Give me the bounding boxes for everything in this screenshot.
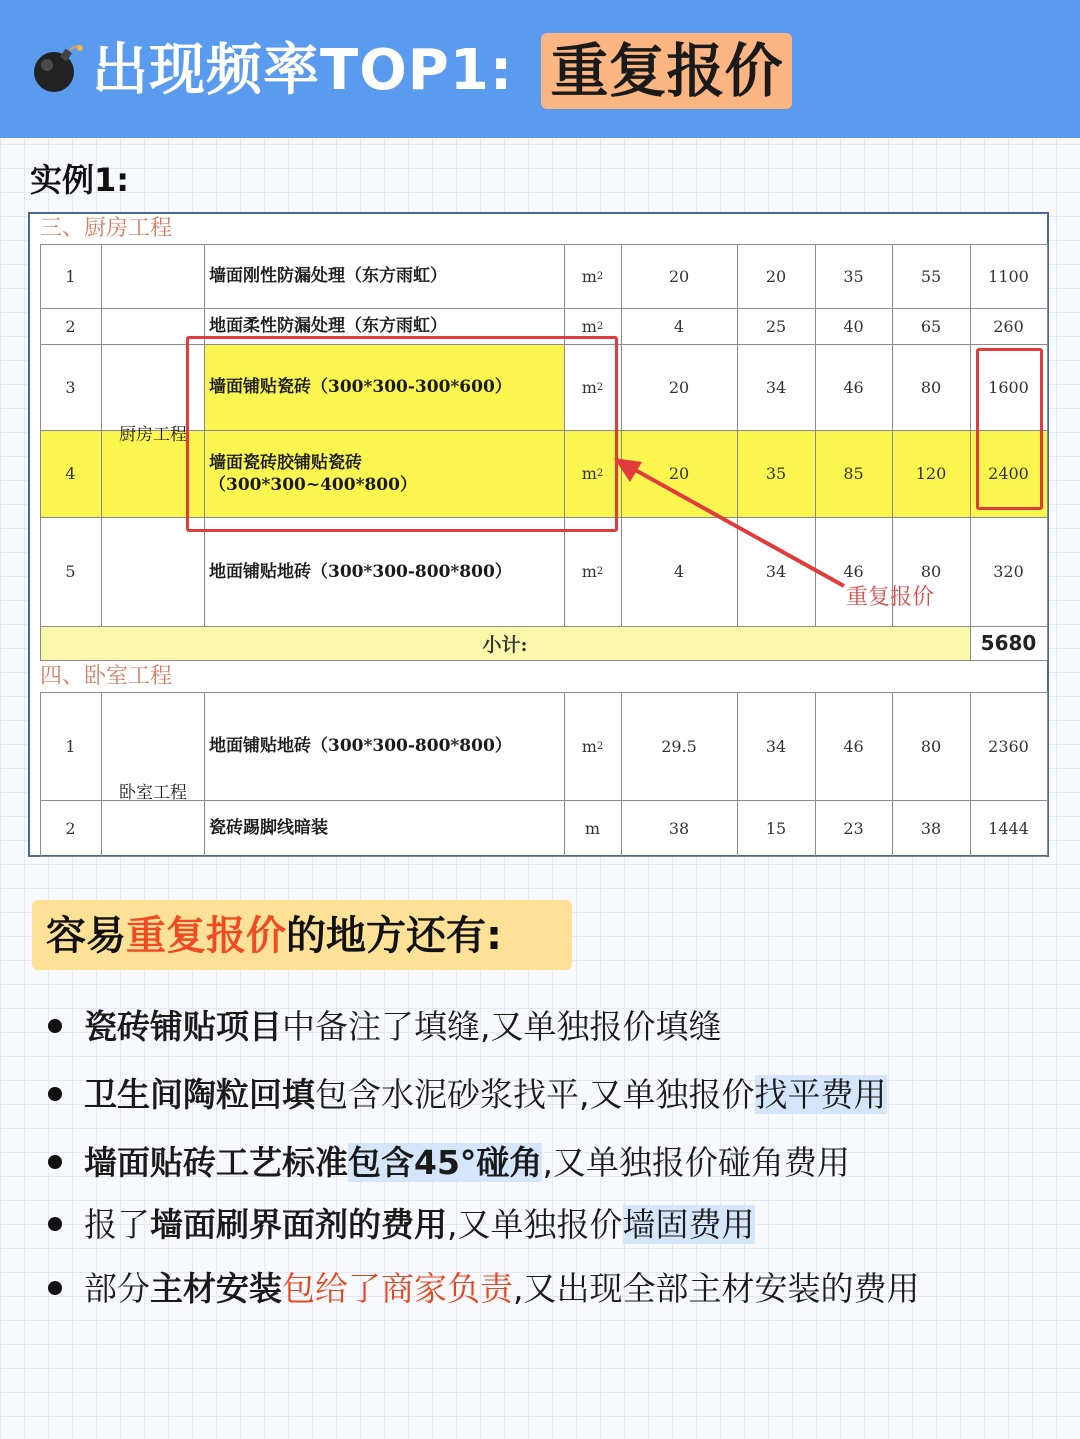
bullet-icon [48,1281,62,1295]
k-row4-name-line1: 墙面瓷砖胶铺贴瓷砖 [209,452,362,473]
k-row2-no: 2 [65,316,76,336]
tip-item-text: 中备注了填缝,又单独报价填缝 [282,1007,722,1046]
unit-sup: 2 [596,381,604,393]
tip-item-text: ,又单独报价碰角费用 [542,1143,850,1182]
k-row4-p3: 120 [915,464,947,483]
b-row2-name: 瓷砖踢脚线暗装 [209,818,328,838]
unit-text: m [581,266,597,286]
tip-item-4 [48,1198,755,1252]
k-row1-qty: 20 [668,266,690,286]
k-row1-total: 1100 [988,266,1029,286]
k-row3-p2: 46 [843,377,864,397]
duplicate-totals-box [976,348,1043,510]
b-row1-p1: 34 [765,736,787,756]
k-row1-p3: 55 [920,266,942,286]
tip-item-text: 墙面贴砖工艺标准 [84,1143,348,1182]
k-row4-no: 4 [65,464,76,483]
tip-item-text: 包给了商家负责 [282,1269,513,1308]
b-row1-qty: 29.5 [661,736,697,756]
banner-title: 出现频率TOP1: [92,38,514,103]
tip-item-text: 瓷砖铺贴项目 [84,1007,282,1046]
b-row2-qty: 38 [668,818,690,838]
unit-text: m [581,316,597,336]
tip-item-2 [48,1068,887,1122]
b-row1-name: 地面铺贴地砖（300*300-800*800） [209,736,512,756]
quote-table [28,212,1049,857]
k-row4-total: 2400 [988,464,1029,483]
unit-text: m [581,736,597,756]
tip-item-text: 报了 [84,1205,150,1244]
k-row2-total: 260 [993,316,1024,336]
b-row2-p2: 23 [843,818,864,838]
k-row1-name: 墙面刚性防漏处理（东方雨虹） [209,266,447,286]
group-label-bedroom: 卧室工程 [119,783,187,803]
k-row2-qty: 4 [673,316,685,336]
tip-item-1 [48,1000,722,1054]
k-row5-name: 地面铺贴地砖（300*300-800*800） [209,561,512,582]
k-row5-p2: 46 [843,562,864,581]
b-row1-no: 1 [65,736,76,756]
b-row2-p1: 15 [765,818,787,838]
tips-title-highlight: 重复报价 [126,913,286,959]
k-row3-total: 1600 [988,377,1029,397]
tips-title-part1: 容易 [46,913,126,959]
k-row2-p2: 40 [843,316,864,336]
b-row2-no: 2 [65,818,76,838]
k-row2-p3: 65 [920,316,942,336]
k-row4-p1: 35 [765,464,787,483]
tip-item-text: 墙面刷界面剂的费用 [150,1205,447,1244]
b-row1-p2: 46 [843,736,864,756]
k-row5-no: 5 [65,562,76,581]
tip-item-text: ,又单独报价 [447,1205,623,1244]
unit-sup: 2 [596,740,604,752]
tip-item-text: 包含45°碰角 [348,1143,543,1182]
k-row1-p1: 20 [765,266,787,286]
k-row1-unit [564,244,621,308]
tip-item-text: 部分 [84,1269,150,1308]
k-row5-p3: 80 [920,562,942,581]
b-row1-total: 2360 [988,736,1029,756]
k-row3-qty: 20 [668,377,690,397]
k-row3-name: 墙面铺贴瓷砖（300*300-300*600） [209,377,512,397]
k-row3-p3: 80 [920,377,942,397]
k-row1-no: 1 [65,266,76,286]
b-row2-p3: 38 [920,818,942,838]
header-banner [0,0,1080,138]
k-row2-name: 地面柔性防漏处理（东方雨虹） [209,316,447,336]
tips-title-part3: 的地方还有: [286,913,502,959]
bullet-icon [48,1087,62,1101]
k-row1-p2: 35 [843,266,864,286]
example-label: 实例1: [30,161,130,199]
unit-sup: 2 [596,320,604,332]
k-row5-qty: 4 [673,562,685,581]
k-row3-no: 3 [65,377,76,397]
k-row5-p1: 34 [765,562,787,581]
b-row2-unit: m [584,818,601,838]
bullet-icon [48,1155,62,1169]
unit-sup: 2 [596,468,604,479]
tips-title [46,906,502,966]
annotation-text: 重复报价 [846,585,935,610]
group-label-kitchen: 厨房工程 [119,425,187,445]
k-row3-p1: 34 [765,377,787,397]
k-row4-qty: 20 [668,464,690,483]
b-row2-total: 1444 [988,818,1029,838]
duplicate-items-box [186,336,618,532]
tip-item-text: 包含水泥砂浆找平,又单独报价 [315,1075,755,1114]
section-header-kitchen: 三、厨房工程 [40,216,173,241]
bomb-icon [28,44,84,94]
k-row2-p1: 25 [765,316,787,336]
unit-text: m [581,562,597,581]
banner-title-highlight: 重复报价 [541,33,792,109]
tip-item-text: 墙固费用 [622,1205,755,1244]
section-header-bedroom: 四、卧室工程 [40,664,173,689]
b-row1-p3: 80 [920,736,942,756]
unit-text: m [581,377,597,397]
unit-sup: 2 [596,270,604,282]
unit-sup: 2 [596,566,604,577]
subtotal-label: 小计: [482,633,528,656]
bullet-icon [48,1217,62,1231]
b-row1-unit [564,692,621,800]
unit-text: m [581,464,597,483]
tip-item-5 [48,1262,920,1316]
tip-item-text: 主材安装 [150,1269,282,1308]
tip-item-text: 卫生间陶粒回填 [84,1075,315,1114]
annotation-arrow [600,444,860,604]
tip-item-text: 找平费用 [754,1075,887,1114]
subtotal-value: 5680 [980,631,1037,655]
tip-item-3 [48,1136,850,1190]
tip-item-text: ,又出现全部主材安装的费用 [513,1269,920,1308]
bullet-icon [48,1019,62,1033]
k-row4-name-line2: （300*300~400*800） [209,474,417,495]
k-row5-total: 320 [993,562,1024,581]
k-row4-p2: 85 [843,464,864,483]
